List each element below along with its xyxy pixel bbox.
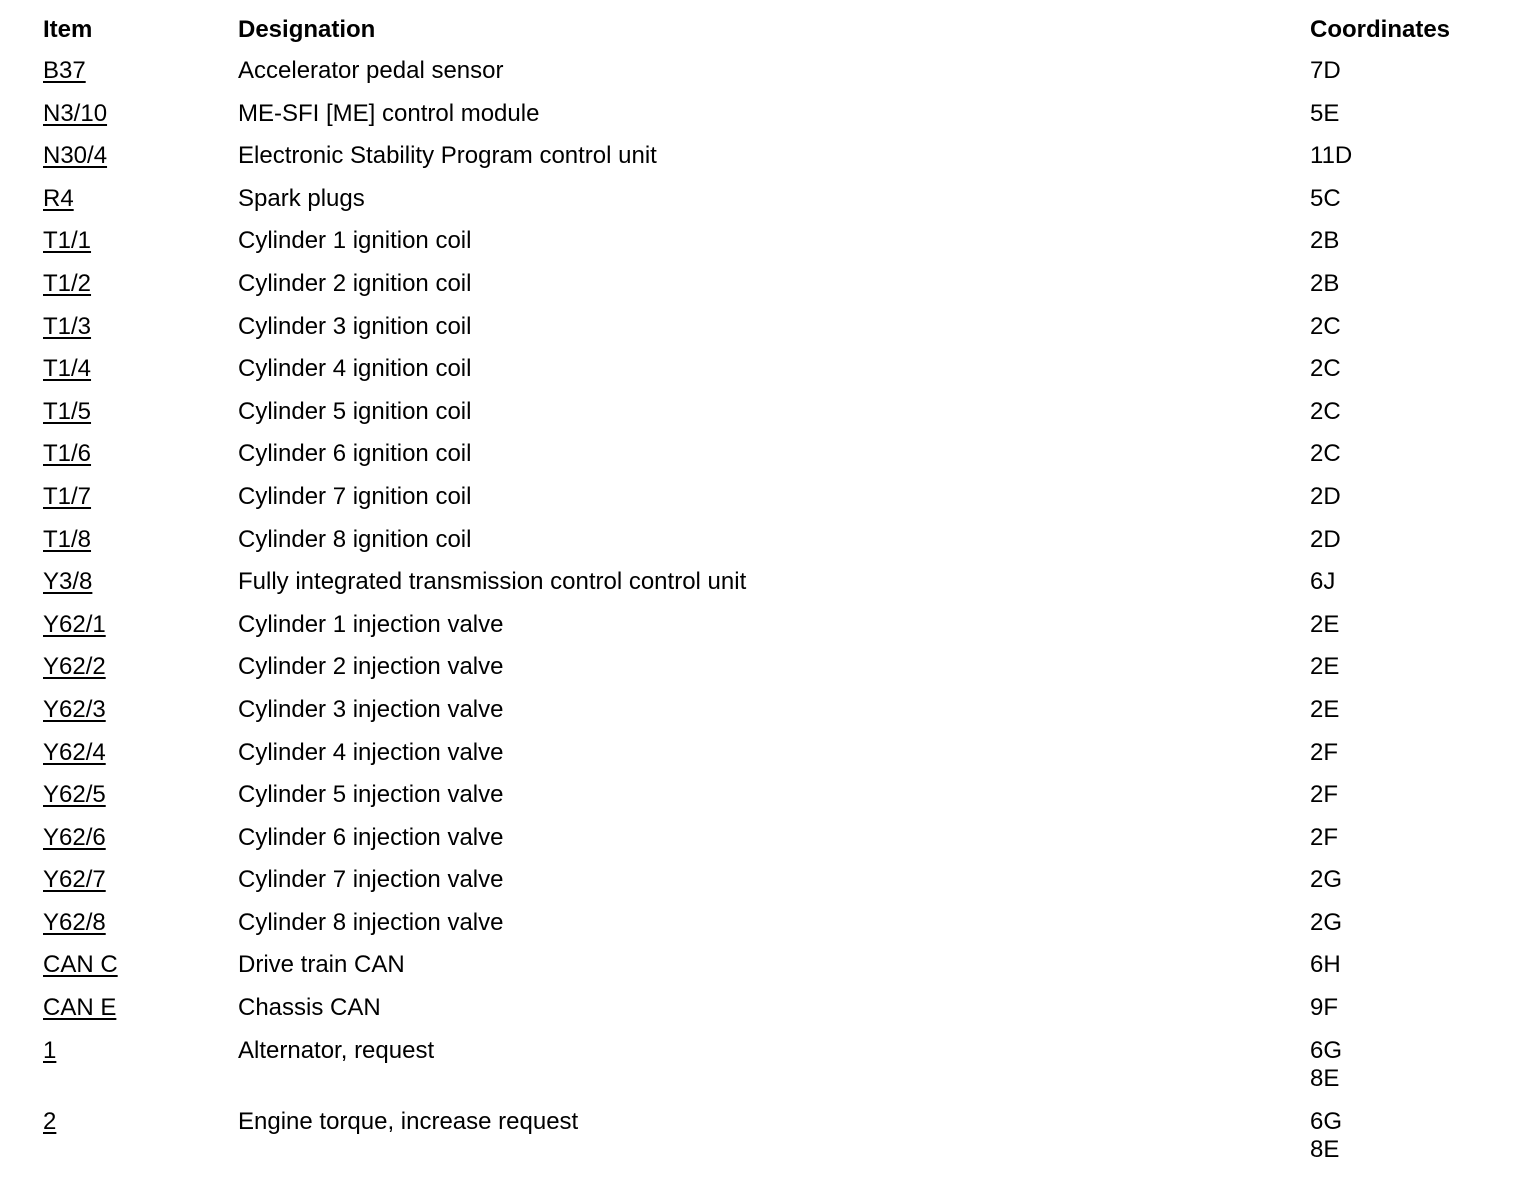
coordinate-value: 2G [1310, 866, 1343, 894]
coordinate-value: 9F [1310, 994, 1339, 1022]
coordinates-cell [1310, 568, 1335, 596]
coordinates-cell [1310, 100, 1339, 128]
designation-text: Cylinder 5 injection valve [238, 781, 504, 809]
coordinate-value: 2C [1310, 440, 1341, 468]
table-row [0, 526, 1520, 569]
coordinate-value: 6J [1310, 568, 1336, 596]
coordinate-value: 8E [1310, 1135, 1340, 1163]
designation-text: Cylinder 5 ignition coil [238, 397, 472, 425]
designation-text: ME-SFI [ME] control module [238, 99, 540, 127]
table-row [0, 355, 1520, 398]
designation-text: Cylinder 4 injection valve [238, 738, 504, 766]
coordinates-cell [1310, 951, 1341, 979]
coordinate-value: 6H [1310, 951, 1341, 979]
item-link[interactable]: Y62/4 [43, 738, 106, 766]
coordinate-value: 2B [1310, 269, 1340, 297]
table-row [0, 1037, 1520, 1108]
coordinates-cell [1310, 313, 1341, 341]
coordinate-value: 2D [1310, 482, 1341, 510]
coordinates-cell [1310, 185, 1341, 213]
item-link[interactable]: T1/5 [43, 397, 92, 425]
coordinates-cell [1310, 1108, 1342, 1164]
coordinate-value: 2D [1310, 525, 1341, 553]
item-link[interactable]: Y62/3 [43, 695, 106, 723]
coordinates-column-header: Coordinates [1310, 16, 1451, 43]
coordinates-cell [1310, 994, 1338, 1022]
coordinate-value: 2E [1310, 695, 1340, 723]
item-link[interactable]: N30/4 [43, 142, 108, 170]
item-link[interactable]: Y62/1 [43, 610, 106, 638]
table-row [0, 909, 1520, 952]
item-link[interactable]: 1 [43, 1036, 57, 1064]
item-link[interactable]: Y62/7 [43, 866, 106, 894]
designation-column-header: Designation [238, 16, 376, 43]
coordinate-value: 11D [1310, 142, 1353, 170]
coordinate-value: 8E [1310, 1064, 1340, 1092]
table-row [0, 142, 1520, 185]
coordinates-cell [1310, 653, 1339, 681]
legend-rows [0, 57, 1520, 1179]
coordinate-value: 2E [1310, 610, 1340, 638]
coordinates-cell [1310, 526, 1341, 554]
designation-text: Cylinder 6 injection valve [238, 823, 504, 851]
item-link[interactable]: T1/2 [43, 269, 92, 297]
table-row [0, 653, 1520, 696]
designation-text: Electronic Stability Program control unit [238, 142, 657, 170]
designation-text: Cylinder 3 ignition coil [238, 312, 472, 340]
coordinates-cell [1310, 909, 1342, 937]
item-column-header: Item [43, 16, 93, 43]
coordinate-value: 2G [1310, 908, 1343, 936]
table-row [0, 398, 1520, 441]
table-row [0, 270, 1520, 313]
item-link[interactable]: CAN C [43, 951, 118, 979]
table-row [0, 951, 1520, 994]
coordinate-value: 2C [1310, 312, 1341, 340]
coordinates-cell [1310, 866, 1342, 894]
item-link[interactable]: T1/6 [43, 440, 92, 468]
table-row [0, 57, 1520, 100]
coordinate-value: 7D [1310, 57, 1341, 84]
table-row [0, 739, 1520, 782]
coordinates-cell [1310, 739, 1338, 767]
coordinate-value: 2B [1310, 227, 1340, 255]
header-row [0, 0, 1520, 57]
table-row [0, 483, 1520, 526]
item-link[interactable]: T1/8 [43, 525, 92, 553]
designation-text: Accelerator pedal sensor [238, 57, 504, 84]
designation-text: Alternator, request [238, 1036, 435, 1064]
coordinates-cell [1310, 824, 1338, 852]
coordinate-value: 6G [1310, 1036, 1343, 1064]
coordinate-value: 2F [1310, 738, 1339, 766]
coordinate-value: 2C [1310, 355, 1341, 383]
item-link[interactable]: B37 [43, 57, 86, 84]
item-link[interactable]: T1/1 [43, 227, 92, 255]
coordinate-value: 2E [1310, 653, 1340, 681]
designation-text: Drive train CAN [238, 951, 405, 979]
table-row [0, 440, 1520, 483]
table-row [0, 185, 1520, 228]
table-row [0, 781, 1520, 824]
designation-text: Cylinder 8 ignition coil [238, 525, 472, 553]
item-link[interactable]: Y3/8 [43, 568, 93, 596]
coordinate-value: 2F [1310, 823, 1339, 851]
table-row [0, 568, 1520, 611]
coordinates-cell [1310, 611, 1339, 639]
designation-text: Cylinder 2 ignition coil [238, 269, 472, 297]
coordinates-cell [1310, 696, 1339, 724]
coordinate-value: 6G [1310, 1107, 1343, 1135]
designation-text: Cylinder 6 ignition coil [238, 440, 472, 468]
item-link[interactable]: N3/10 [43, 99, 108, 127]
item-link[interactable]: CAN E [43, 994, 117, 1022]
designation-text: Cylinder 1 injection valve [238, 610, 504, 638]
designation-text: Spark plugs [238, 184, 365, 212]
item-link[interactable]: T1/7 [43, 482, 92, 510]
item-link[interactable]: 2 [43, 1107, 57, 1135]
designation-text: Cylinder 4 ignition coil [238, 355, 472, 383]
designation-text: Cylinder 1 ignition coil [238, 227, 472, 255]
item-link[interactable]: Y62/5 [43, 781, 106, 809]
item-link[interactable]: Y62/6 [43, 823, 106, 851]
coordinates-cell [1310, 227, 1339, 255]
table-row [0, 100, 1520, 143]
item-link[interactable]: T1/3 [43, 312, 92, 340]
item-link[interactable]: T1/4 [43, 355, 92, 383]
coordinates-cell [1310, 270, 1339, 298]
item-link[interactable]: R4 [43, 184, 74, 212]
table-row [0, 696, 1520, 739]
designation-text: Cylinder 7 ignition coil [238, 482, 472, 510]
table-row [0, 313, 1520, 356]
item-link[interactable]: Y62/8 [43, 908, 106, 936]
coordinates-cell [1310, 355, 1341, 383]
designation-text: Engine torque, increase request [238, 1107, 579, 1135]
coordinate-value: 2C [1310, 397, 1341, 425]
table-row [0, 227, 1520, 270]
table-row [0, 1108, 1520, 1179]
coordinates-cell [1310, 440, 1341, 468]
item-link[interactable]: Y62/2 [43, 653, 106, 681]
coordinate-value: 5E [1310, 99, 1340, 127]
coordinate-value: 2F [1310, 781, 1339, 809]
designation-text: Cylinder 3 injection valve [238, 695, 504, 723]
coordinates-cell [1310, 1037, 1342, 1093]
designation-text: Cylinder 7 injection valve [238, 866, 504, 894]
designation-text: Fully integrated transmission control control unit [238, 568, 747, 596]
coordinates-cell [1310, 142, 1352, 170]
coordinates-cell [1310, 781, 1338, 809]
table-row [0, 866, 1520, 909]
coordinate-value: 5C [1310, 184, 1341, 212]
coordinates-cell [1310, 483, 1341, 511]
table-row [0, 611, 1520, 654]
designation-text: Cylinder 8 injection valve [238, 908, 504, 936]
designation-text: Cylinder 2 injection valve [238, 653, 504, 681]
table-row [0, 994, 1520, 1037]
coordinates-cell [1310, 57, 1341, 85]
designation-text: Chassis CAN [238, 994, 381, 1022]
table-row [0, 824, 1520, 867]
coordinates-cell [1310, 398, 1341, 426]
